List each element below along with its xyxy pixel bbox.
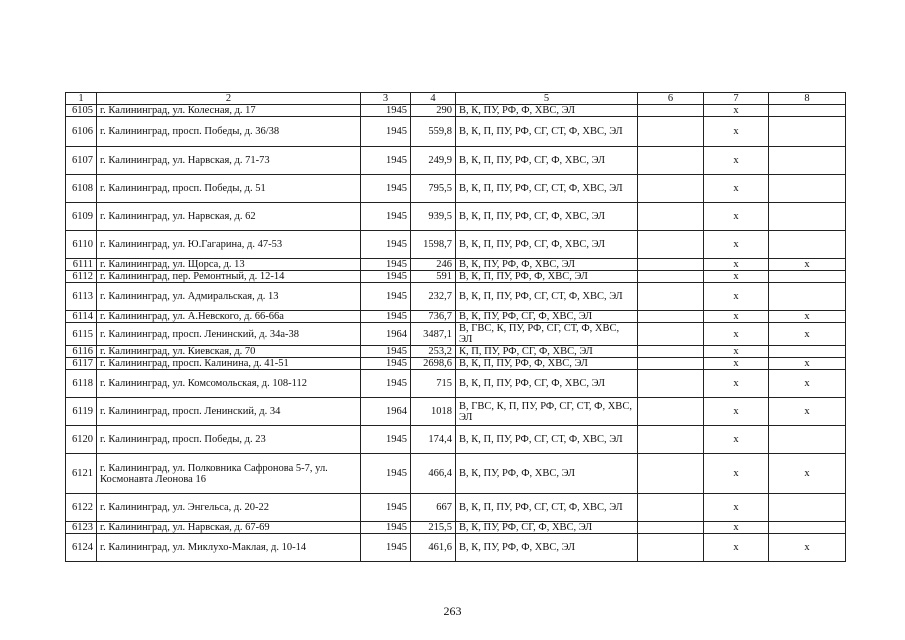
- page-number: 263: [443, 604, 462, 618]
- column-number: 1: [66, 93, 97, 105]
- address-cell: г. Калининград, ул. Ю.Гагарина, д. 47-53: [97, 231, 361, 259]
- column-number: 2: [97, 93, 361, 105]
- column-7-mark: х: [704, 203, 769, 231]
- column-7-mark: х: [704, 358, 769, 370]
- address-cell: г. Калининград, ул. Полковника Сафронова 5-7, ул. Космонавта Леонова 16: [97, 454, 361, 494]
- address-cell: г. Калининград, пер. Ремонтный, д. 12-14: [97, 271, 361, 283]
- column-6-cell: [638, 259, 704, 271]
- housing-registry-table: [65, 92, 846, 562]
- row-number: 6115: [66, 323, 97, 346]
- row-number: 6107: [66, 147, 97, 175]
- row-number: 6123: [66, 522, 97, 534]
- systems-cell: В, К, ПУ, РФ, СГ, Ф, ХВС, ЭЛ: [456, 311, 638, 323]
- year-cell: 1945: [361, 203, 411, 231]
- column-6-cell: [638, 147, 704, 175]
- column-6-cell: [638, 346, 704, 358]
- address-cell: г. Калининград, ул. Колесная, д. 17: [97, 105, 361, 117]
- area-cell: 466,4: [411, 454, 456, 494]
- table-row: [66, 534, 846, 562]
- column-7-mark: х: [704, 259, 769, 271]
- year-cell: 1945: [361, 454, 411, 494]
- column-7-mark: х: [704, 398, 769, 426]
- address-cell: г. Калининград, ул. А.Невского, д. 66-66а: [97, 311, 361, 323]
- column-6-cell: [638, 398, 704, 426]
- row-number: 6124: [66, 534, 97, 562]
- area-cell: 246: [411, 259, 456, 271]
- area-cell: 174,4: [411, 426, 456, 454]
- column-6-cell: [638, 203, 704, 231]
- address-cell: г. Калининград, ул. Киевская, д. 70: [97, 346, 361, 358]
- column-7-mark: х: [704, 426, 769, 454]
- area-cell: 1598,7: [411, 231, 456, 259]
- column-8-mark: [769, 494, 846, 522]
- column-8-mark: х: [769, 398, 846, 426]
- column-6-cell: [638, 494, 704, 522]
- column-7-mark: х: [704, 494, 769, 522]
- address-cell: г. Калининград, ул. Щорса, д. 13: [97, 259, 361, 271]
- column-8-mark: [769, 147, 846, 175]
- column-7-mark: х: [704, 534, 769, 562]
- area-cell: 736,7: [411, 311, 456, 323]
- column-6-cell: [638, 323, 704, 346]
- year-cell: 1964: [361, 398, 411, 426]
- address-cell: г. Калининград, ул. Энгельса, д. 20-22: [97, 494, 361, 522]
- address-cell: г. Калининград, просп. Победы, д. 51: [97, 175, 361, 203]
- area-cell: 232,7: [411, 283, 456, 311]
- year-cell: 1945: [361, 346, 411, 358]
- column-6-cell: [638, 522, 704, 534]
- year-cell: 1945: [361, 259, 411, 271]
- column-8-mark: [769, 105, 846, 117]
- area-cell: 591: [411, 271, 456, 283]
- row-number: 6119: [66, 398, 97, 426]
- area-cell: 667: [411, 494, 456, 522]
- column-7-mark: х: [704, 231, 769, 259]
- table-row: [66, 522, 846, 534]
- year-cell: 1945: [361, 283, 411, 311]
- systems-cell: В, К, ПУ, РФ, Ф, ХВС, ЭЛ: [456, 454, 638, 494]
- year-cell: 1945: [361, 175, 411, 203]
- row-number: 6117: [66, 358, 97, 370]
- column-number: 8: [769, 93, 846, 105]
- address-cell: г. Калининград, просп. Ленинский, д. 34: [97, 398, 361, 426]
- area-cell: 795,5: [411, 175, 456, 203]
- column-6-cell: [638, 534, 704, 562]
- year-cell: 1945: [361, 105, 411, 117]
- table-row: [66, 494, 846, 522]
- column-number-row: [66, 93, 846, 105]
- address-cell: г. Калининград, просп. Победы, д. 36/38: [97, 117, 361, 147]
- column-7-mark: х: [704, 454, 769, 494]
- column-8-mark: х: [769, 454, 846, 494]
- systems-cell: В, К, П, ПУ, РФ, СГ, Ф, ХВС, ЭЛ: [456, 203, 638, 231]
- column-7-mark: х: [704, 283, 769, 311]
- column-6-cell: [638, 358, 704, 370]
- systems-cell: В, К, ПУ, РФ, СГ, Ф, ХВС, ЭЛ: [456, 522, 638, 534]
- column-8-mark: х: [769, 311, 846, 323]
- row-number: 6114: [66, 311, 97, 323]
- column-6-cell: [638, 311, 704, 323]
- row-number: 6112: [66, 271, 97, 283]
- systems-cell: В, ГВС, К, П, ПУ, РФ, СГ, СТ, Ф, ХВС, ЭЛ: [456, 398, 638, 426]
- address-cell: г. Калининград, ул. Нарвская, д. 67-69: [97, 522, 361, 534]
- column-6-cell: [638, 105, 704, 117]
- column-8-mark: [769, 231, 846, 259]
- year-cell: 1945: [361, 534, 411, 562]
- column-7-mark: х: [704, 323, 769, 346]
- column-8-mark: [769, 203, 846, 231]
- systems-cell: В, ГВС, К, ПУ, РФ, СГ, СТ, Ф, ХВС, ЭЛ: [456, 323, 638, 346]
- column-8-mark: х: [769, 323, 846, 346]
- year-cell: 1945: [361, 494, 411, 522]
- area-cell: 715: [411, 370, 456, 398]
- address-cell: г. Калининград, просп. Ленинский, д. 34а-38: [97, 323, 361, 346]
- column-7-mark: х: [704, 522, 769, 534]
- systems-cell: В, К, П, ПУ, РФ, СГ, Ф, ХВС, ЭЛ: [456, 231, 638, 259]
- row-number: 6116: [66, 346, 97, 358]
- column-8-mark: [769, 522, 846, 534]
- table-row: [66, 231, 846, 259]
- address-cell: г. Калининград, ул. Нарвская, д. 71-73: [97, 147, 361, 175]
- area-cell: 2698,6: [411, 358, 456, 370]
- column-number: 4: [411, 93, 456, 105]
- column-6-cell: [638, 426, 704, 454]
- column-8-mark: [769, 271, 846, 283]
- table-row: [66, 117, 846, 147]
- year-cell: 1945: [361, 522, 411, 534]
- table-row: [66, 105, 846, 117]
- row-number: 6120: [66, 426, 97, 454]
- column-8-mark: х: [769, 534, 846, 562]
- area-cell: 3487,1: [411, 323, 456, 346]
- area-cell: 249,9: [411, 147, 456, 175]
- address-cell: г. Калининград, ул. Адмиральская, д. 13: [97, 283, 361, 311]
- row-number: 6113: [66, 283, 97, 311]
- year-cell: 1964: [361, 323, 411, 346]
- systems-cell: В, К, П, ПУ, РФ, СГ, СТ, Ф, ХВС, ЭЛ: [456, 175, 638, 203]
- column-7-mark: х: [704, 346, 769, 358]
- table-row: [66, 175, 846, 203]
- address-cell: г. Калининград, ул. Миклухо-Маклая, д. 10-14: [97, 534, 361, 562]
- address-cell: г. Калининград, просп. Калинина, д. 41-51: [97, 358, 361, 370]
- column-8-mark: [769, 346, 846, 358]
- systems-cell: В, К, П, ПУ, РФ, СГ, СТ, Ф, ХВС, ЭЛ: [456, 426, 638, 454]
- address-cell: г. Калининград, просп. Победы, д. 23: [97, 426, 361, 454]
- year-cell: 1945: [361, 370, 411, 398]
- column-8-mark: [769, 283, 846, 311]
- table-row: [66, 398, 846, 426]
- column-7-mark: х: [704, 105, 769, 117]
- year-cell: 1945: [361, 117, 411, 147]
- row-number: 6111: [66, 259, 97, 271]
- year-cell: 1945: [361, 358, 411, 370]
- column-6-cell: [638, 271, 704, 283]
- table-body: [66, 93, 846, 562]
- area-cell: 1018: [411, 398, 456, 426]
- year-cell: 1945: [361, 231, 411, 259]
- row-number: 6105: [66, 105, 97, 117]
- systems-cell: В, К, ПУ, РФ, Ф, ХВС, ЭЛ: [456, 105, 638, 117]
- area-cell: 253,2: [411, 346, 456, 358]
- systems-cell: В, К, ПУ, РФ, Ф, ХВС, ЭЛ: [456, 534, 638, 562]
- table-row: [66, 454, 846, 494]
- column-8-mark: х: [769, 259, 846, 271]
- row-number: 6122: [66, 494, 97, 522]
- column-6-cell: [638, 231, 704, 259]
- table-row: [66, 259, 846, 271]
- row-number: 6110: [66, 231, 97, 259]
- area-cell: 290: [411, 105, 456, 117]
- column-8-mark: х: [769, 370, 846, 398]
- year-cell: 1945: [361, 311, 411, 323]
- table-row: [66, 426, 846, 454]
- column-6-cell: [638, 370, 704, 398]
- area-cell: 215,5: [411, 522, 456, 534]
- table-row: [66, 358, 846, 370]
- column-8-mark: [769, 175, 846, 203]
- year-cell: 1945: [361, 426, 411, 454]
- column-number: 6: [638, 93, 704, 105]
- systems-cell: В, К, П, ПУ, РФ, СГ, СТ, Ф, ХВС, ЭЛ: [456, 283, 638, 311]
- column-7-mark: х: [704, 147, 769, 175]
- systems-cell: В, К, П, ПУ, РФ, СГ, СТ, Ф, ХВС, ЭЛ: [456, 117, 638, 147]
- table-row: [66, 203, 846, 231]
- row-number: 6108: [66, 175, 97, 203]
- systems-cell: В, К, П, ПУ, РФ, Ф, ХВС, ЭЛ: [456, 271, 638, 283]
- table-row: [66, 147, 846, 175]
- year-cell: 1945: [361, 147, 411, 175]
- column-8-mark: х: [769, 358, 846, 370]
- systems-cell: В, К, П, ПУ, РФ, СГ, Ф, ХВС, ЭЛ: [456, 147, 638, 175]
- area-cell: 559,8: [411, 117, 456, 147]
- row-number: 6121: [66, 454, 97, 494]
- column-7-mark: х: [704, 175, 769, 203]
- column-6-cell: [638, 175, 704, 203]
- table-row: [66, 271, 846, 283]
- column-number: 5: [456, 93, 638, 105]
- column-8-mark: [769, 117, 846, 147]
- table-row: [66, 311, 846, 323]
- column-7-mark: х: [704, 117, 769, 147]
- column-7-mark: х: [704, 271, 769, 283]
- row-number: 6109: [66, 203, 97, 231]
- area-cell: 939,5: [411, 203, 456, 231]
- address-cell: г. Калининград, ул. Комсомольская, д. 108-112: [97, 370, 361, 398]
- systems-cell: В, К, П, ПУ, РФ, Ф, ХВС, ЭЛ: [456, 358, 638, 370]
- column-number: 7: [704, 93, 769, 105]
- column-6-cell: [638, 454, 704, 494]
- systems-cell: В, К, ПУ, РФ, Ф, ХВС, ЭЛ: [456, 259, 638, 271]
- systems-cell: В, К, П, ПУ, РФ, СГ, Ф, ХВС, ЭЛ: [456, 370, 638, 398]
- systems-cell: В, К, П, ПУ, РФ, СГ, СТ, Ф, ХВС, ЭЛ: [456, 494, 638, 522]
- area-cell: 461,6: [411, 534, 456, 562]
- row-number: 6106: [66, 117, 97, 147]
- column-8-mark: [769, 426, 846, 454]
- column-7-mark: х: [704, 370, 769, 398]
- table-row: [66, 346, 846, 358]
- table-row: [66, 323, 846, 346]
- column-7-mark: х: [704, 311, 769, 323]
- systems-cell: К, П, ПУ, РФ, СГ, Ф, ХВС, ЭЛ: [456, 346, 638, 358]
- column-6-cell: [638, 283, 704, 311]
- row-number: 6118: [66, 370, 97, 398]
- table-row: [66, 370, 846, 398]
- column-number: 3: [361, 93, 411, 105]
- column-6-cell: [638, 117, 704, 147]
- address-cell: г. Калининград, ул. Нарвская, д. 62: [97, 203, 361, 231]
- year-cell: 1945: [361, 271, 411, 283]
- table-row: [66, 283, 846, 311]
